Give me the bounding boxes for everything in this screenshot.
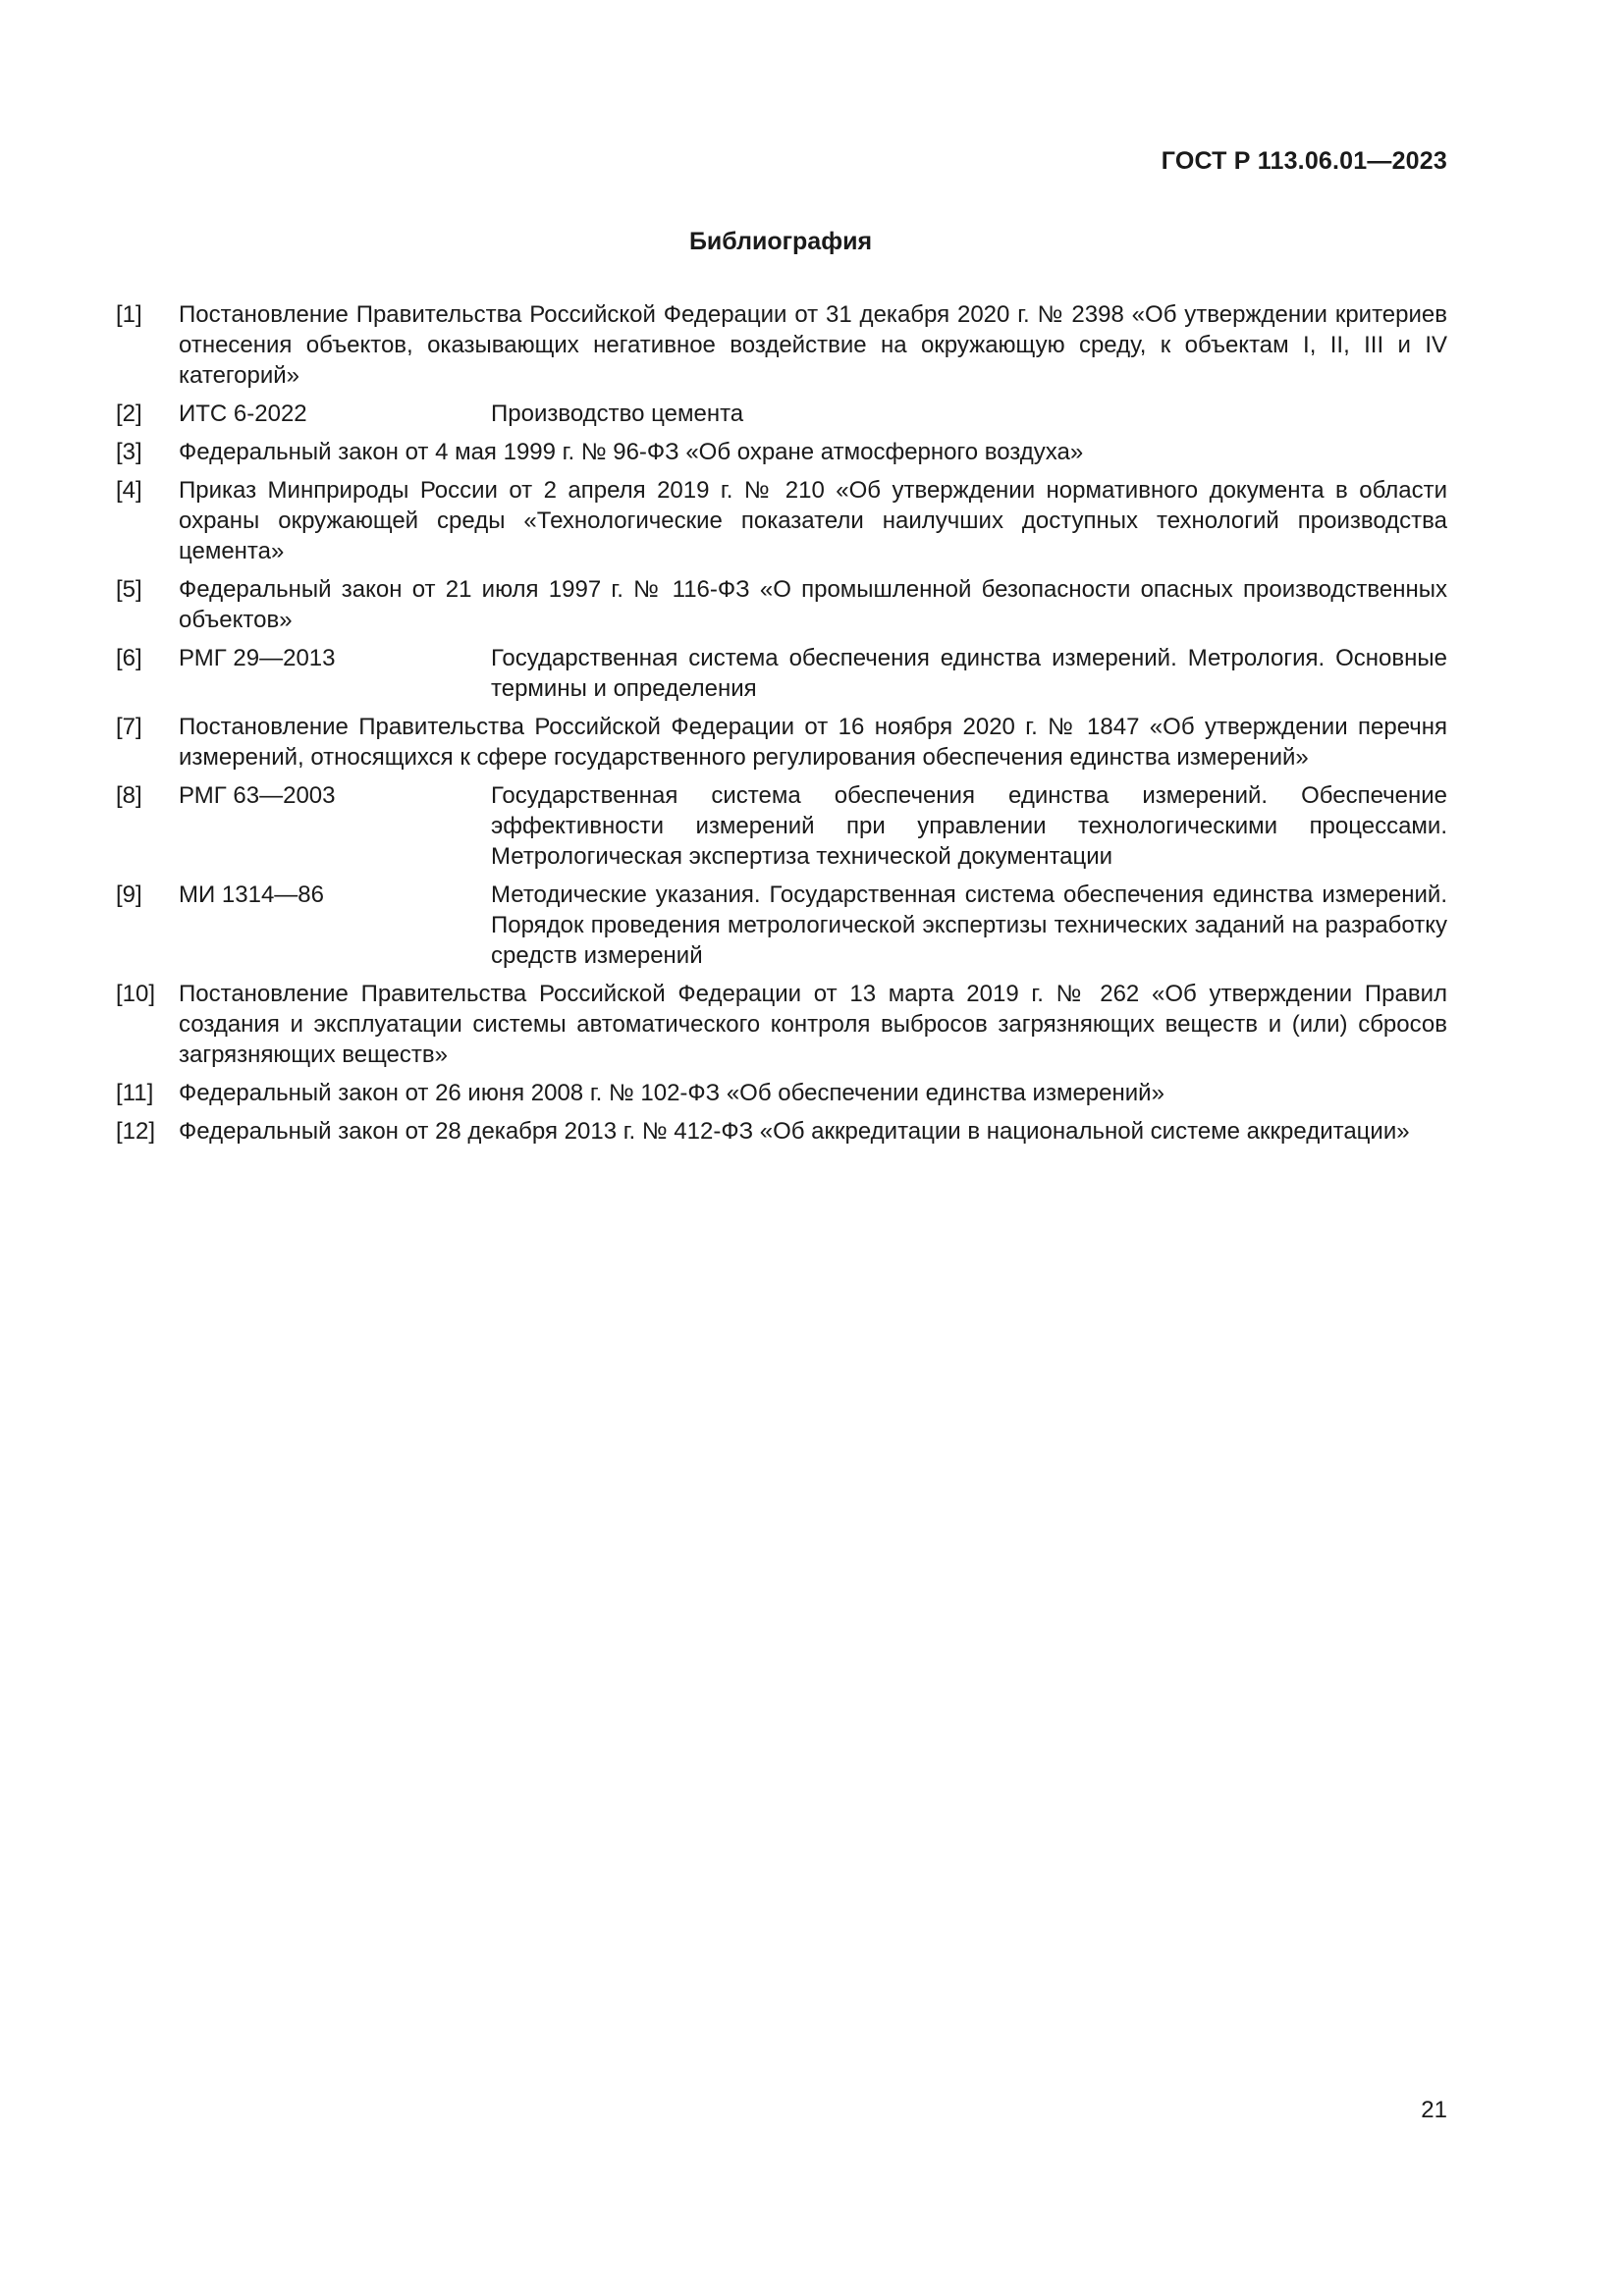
- bibliography-number: [9]: [116, 881, 142, 908]
- bibliography-item: [116, 979, 1447, 1070]
- bibliography-number: [1]: [116, 301, 142, 328]
- bibliography-text: Постановление Правительства Российской Федерации от 31 декабря 2020 г. № 2398 «Об утверждении критериев отнесения объектов, оказывающих негативное воздействие на окружающую среду, к объектам I, II, III и IV категорий»: [179, 301, 1447, 389]
- bibliography-text: Постановление Правительства Российской Федерации от 16 ноября 2020 г. № 1847 «Об утверждении перечня измерений, относящихся к сфере государственного регулирования обеспечения единства измерений»: [179, 714, 1447, 771]
- bibliography-code: МИ 1314—86: [179, 881, 324, 908]
- bibliography-number: [2]: [116, 400, 142, 427]
- bibliography-item: [116, 475, 1447, 566]
- bibliography-number: [12]: [116, 1118, 156, 1145]
- bibliography-item: [116, 1116, 1447, 1147]
- bibliography-number: [8]: [116, 782, 142, 809]
- bibliography-item: [116, 880, 1447, 971]
- bibliography-list: [116, 299, 1447, 1154]
- bibliography-text: Федеральный закон от 21 июля 1997 г. № 116-ФЗ «О промышленной безопасности опасных производственных объектов»: [179, 576, 1447, 633]
- bibliography-code: РМГ 63—2003: [179, 782, 336, 809]
- bibliography-body: [179, 880, 1447, 971]
- bibliography-number: [6]: [116, 645, 142, 671]
- bibliography-number: [11]: [116, 1080, 154, 1106]
- bibliography-number: [5]: [116, 576, 142, 603]
- bibliography-number: [7]: [116, 714, 142, 740]
- bibliography-description: Государственная система обеспечения единства измерений. Обеспечение эффективности измерений при управлении технологическими процессами. Метрологическая экспертиза технической документации: [491, 782, 1447, 870]
- bibliography-item: [116, 399, 1447, 429]
- bibliography-item: [116, 780, 1447, 872]
- bibliography-text: Приказ Минприроды России от 2 апреля 2019 г. № 210 «Об утверждении нормативного документа в области охраны окружающей среды «Технологические показатели наилучших доступных технологий производства цемента»: [179, 477, 1447, 564]
- bibliography-description: Государственная система обеспечения единства измерений. Метрология. Основные термины и определения: [491, 645, 1447, 702]
- page-number: 21: [1421, 2097, 1447, 2123]
- bibliography-code: ИТС 6-2022: [179, 400, 307, 427]
- bibliography-item: [116, 574, 1447, 635]
- bibliography-item: [116, 299, 1447, 391]
- bibliography-text: Постановление Правительства Российской Федерации от 13 марта 2019 г. № 262 «Об утверждении Правил создания и эксплуатации системы автоматического контроля выбросов загрязняющих веществ и (или) сбросов загрязняющих веществ»: [179, 981, 1447, 1068]
- bibliography-number: [3]: [116, 439, 142, 465]
- bibliography-body: [179, 399, 1447, 429]
- bibliography-text: Федеральный закон от 26 июня 2008 г. № 102-ФЗ «Об обеспечении единства измерений»: [179, 1080, 1164, 1106]
- bibliography-item: [116, 1078, 1447, 1108]
- bibliography-body: [179, 643, 1447, 704]
- bibliography-number: [4]: [116, 477, 142, 504]
- bibliography-item: [116, 712, 1447, 773]
- section-title: Библиография: [688, 228, 873, 255]
- bibliography-body: [179, 780, 1447, 872]
- bibliography-number: [10]: [116, 981, 156, 1007]
- bibliography-item: [116, 643, 1447, 704]
- bibliography-description: Методические указания. Государственная система обеспечения единства измерений. Порядок проведения метрологической экспертизы технических заданий на разработку средств измерений: [491, 881, 1447, 969]
- document-code: ГОСТ Р 113.06.01—2023: [1161, 147, 1447, 175]
- bibliography-text: Федеральный закон от 28 декабря 2013 г. № 412-ФЗ «Об аккредитации в национальной системе аккредитации»: [179, 1118, 1410, 1145]
- bibliography-text: Федеральный закон от 4 мая 1999 г. № 96-ФЗ «Об охране атмосферного воздуха»: [179, 439, 1084, 465]
- bibliography-item: [116, 437, 1447, 467]
- bibliography-code: РМГ 29—2013: [179, 645, 336, 671]
- bibliography-description: Производство цемента: [491, 400, 744, 427]
